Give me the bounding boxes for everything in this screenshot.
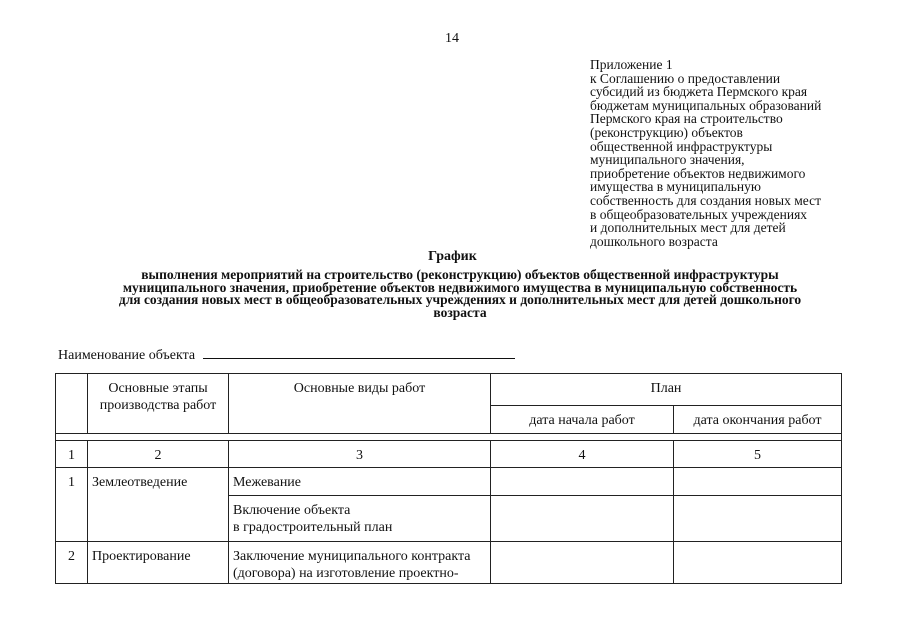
header-start-date: дата начала работ <box>491 406 674 434</box>
table-row <box>56 542 842 584</box>
appendix-line: и дополнительных мест для детей <box>590 220 786 236</box>
row-stage: Землеотведение <box>88 468 229 542</box>
header-end-date: дата окончания работ <box>674 406 842 434</box>
row-work: Заключение муниципального контракта (договора) на изготовление проектно- <box>229 542 491 584</box>
appendix-line: субсидий из бюджета Пермского края <box>590 84 808 100</box>
schedule-table <box>55 373 842 584</box>
subtitle-line: муниципального значения, приобретение объектов недвижимого имущества в муниципальную собственность <box>122 279 798 295</box>
document-subtitle <box>60 269 860 319</box>
subtitle-line: для создания новых мест в общеобразовательных учреждениях и дополнительных мест для детей дошкольного <box>118 292 802 307</box>
header-works: Основные виды работ <box>229 374 491 434</box>
column-number: 2 <box>88 441 229 468</box>
table-row <box>56 468 842 496</box>
page-number: 14 <box>445 31 459 46</box>
appendix-line: к Соглашению о предоставлении <box>590 70 781 86</box>
document-title: График <box>428 249 477 264</box>
row-start-date <box>491 496 674 542</box>
subtitle-line: выполнения мероприятий на строительство (реконструкцию) объектов общественной инфраструктуры <box>141 267 779 282</box>
subtitle-line: возраста <box>433 304 487 320</box>
row-number: 1 <box>56 468 88 542</box>
column-number: 5 <box>674 441 842 468</box>
table-spacer <box>56 434 842 441</box>
row-end-date <box>674 542 842 584</box>
row-work: Межевание <box>229 468 491 496</box>
column-number: 1 <box>56 441 88 468</box>
appendix-line: имущества в муниципальную <box>590 179 761 195</box>
row-start-date <box>491 468 674 496</box>
row-start-date <box>491 542 674 584</box>
appendix-line: муниципального значения, <box>590 152 745 168</box>
appendix-line: собственность для создания новых мест <box>590 192 821 208</box>
header-stages: Основные этапы производства работ <box>88 374 229 434</box>
object-name-label: Наименование объекта <box>58 348 196 363</box>
appendix-line: в общеобразовательных учреждениях <box>590 206 808 222</box>
header-plan: План <box>491 374 842 406</box>
appendix-line: общественной инфраструктуры <box>590 138 773 154</box>
object-name-row <box>58 344 515 364</box>
appendix-line: бюджетам муниципальных образований <box>590 97 822 113</box>
object-name-blank-line <box>203 344 515 359</box>
appendix-line: Пермского края на строительство <box>590 111 783 127</box>
column-number: 4 <box>491 441 674 468</box>
appendix-line: Приложение 1 <box>590 57 673 72</box>
column-number: 3 <box>229 441 491 468</box>
row-end-date <box>674 496 842 542</box>
header-num <box>56 374 88 434</box>
appendix-line: дошкольного возраста <box>590 233 718 249</box>
row-stage: Проектирование <box>88 542 229 584</box>
row-work: Включение объекта в градостроительный план <box>229 496 491 542</box>
row-end-date <box>674 468 842 496</box>
row-number: 2 <box>56 542 88 584</box>
appendix-block <box>590 58 860 248</box>
appendix-line: (реконструкцию) объектов <box>590 124 743 140</box>
appendix-line: приобретение объектов недвижимого <box>590 165 806 181</box>
